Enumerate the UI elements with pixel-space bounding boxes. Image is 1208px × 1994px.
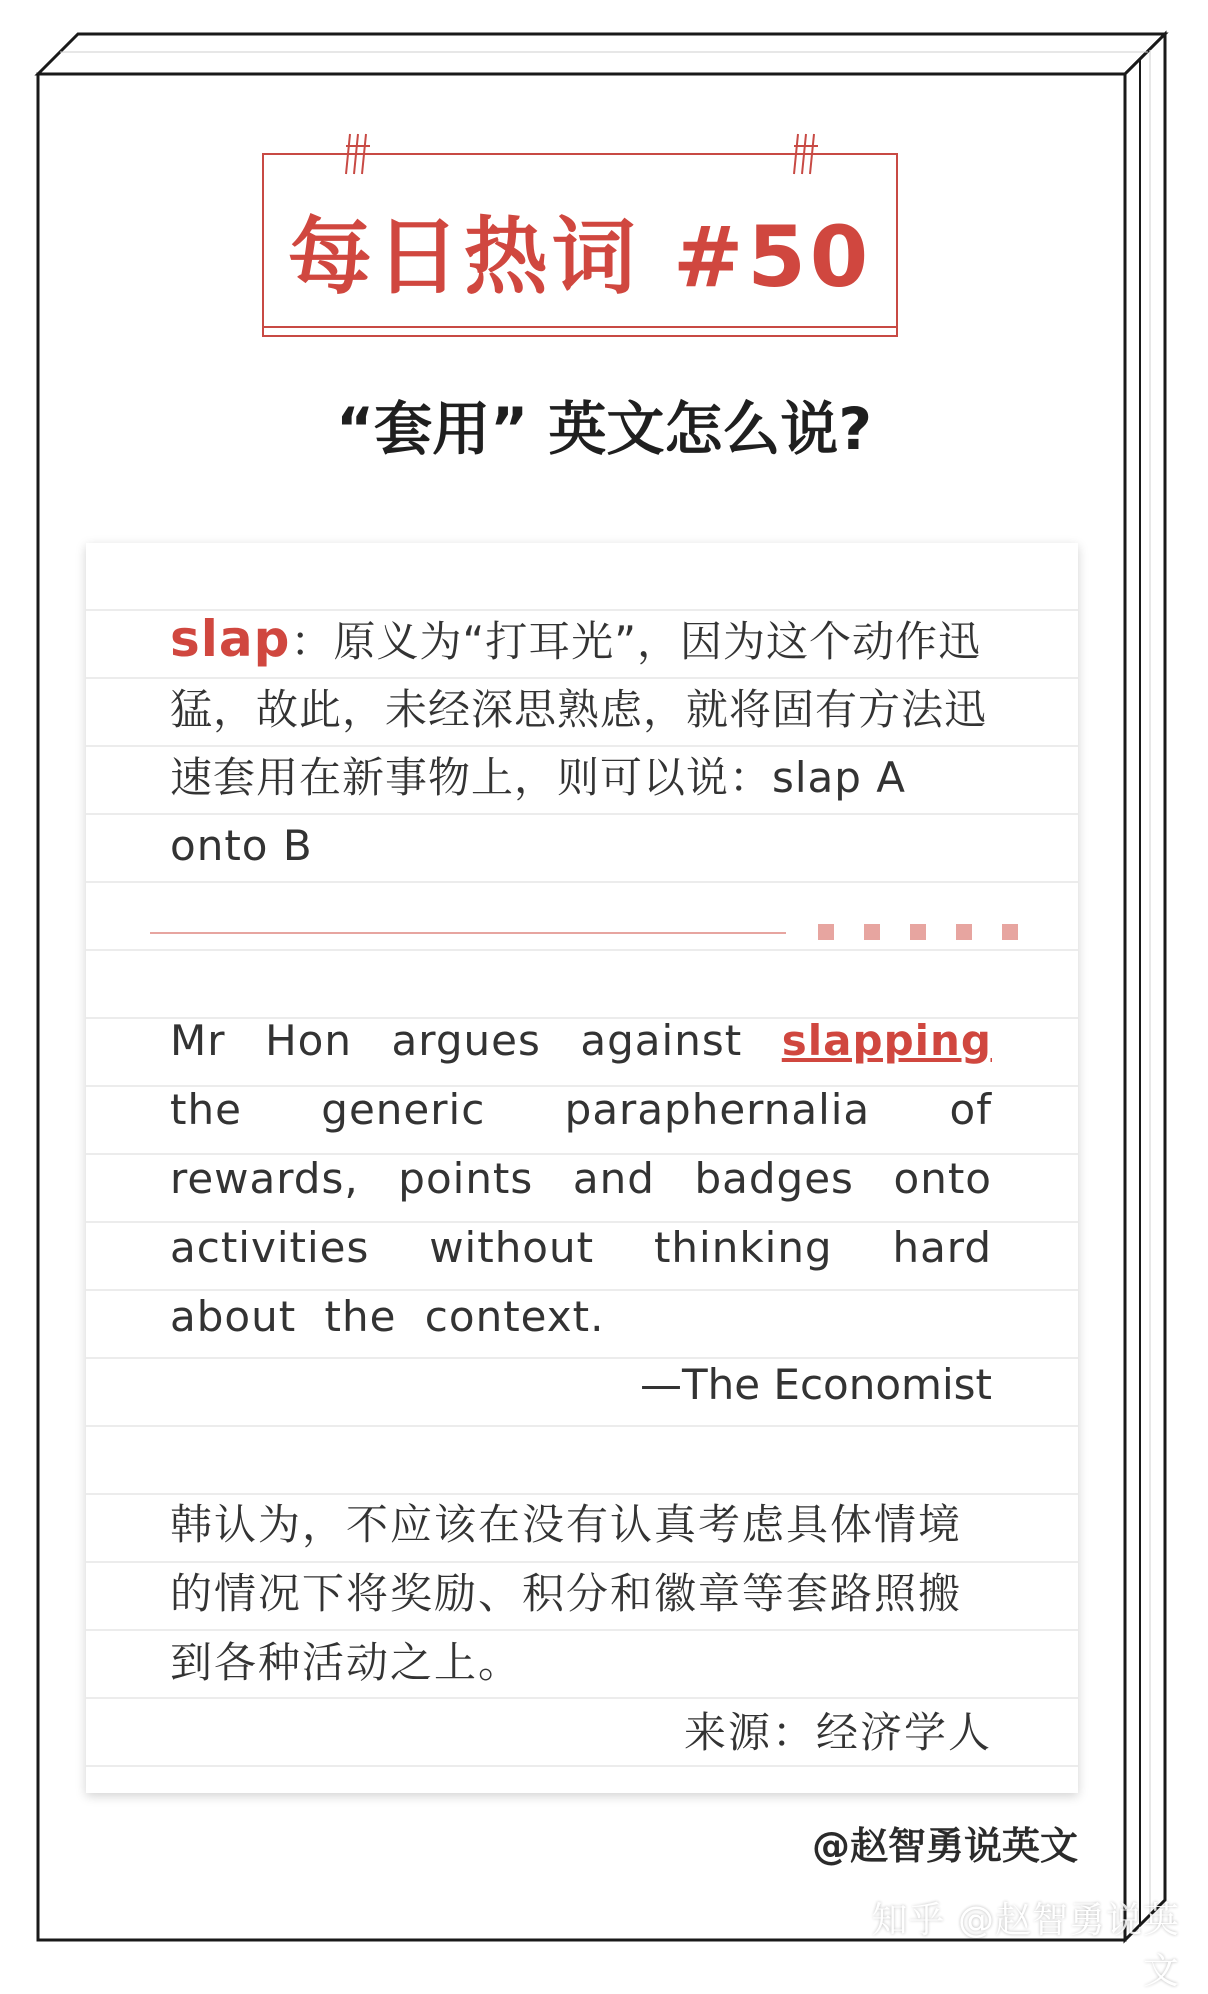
translation-source: 来源：经济学人 — [683, 1708, 992, 1757]
keyword: slap — [170, 610, 291, 668]
divider-dot — [910, 924, 926, 940]
page-subtitle: “套用” 英文怎么说? — [335, 395, 873, 463]
example-text-after: the generic paraphernalia of rewards, points and badges onto activities without thinking hard about the context. — [170, 1085, 992, 1341]
watermark: 知乎 @赵智勇说英文 — [871, 1900, 1180, 1992]
divider-dot — [1002, 924, 1018, 940]
example-highlight: slapping — [781, 1016, 992, 1065]
example-sentence — [170, 1006, 992, 1351]
example-source: —The Economist — [639, 1360, 992, 1409]
badge-underline — [262, 326, 898, 328]
translation-paragraph: 韩认为，不应该在没有认真考虑具体情境的情况下将奖励、积分和徽章等套路照搬到各种活动之上。 — [170, 1500, 963, 1687]
example-text-before: Mr Hon argues against — [170, 1016, 782, 1065]
binder-clip-icon — [342, 132, 376, 178]
divider-dot — [956, 924, 972, 940]
divider-dot — [864, 924, 880, 940]
page-title: 每日热词 #50 — [287, 208, 873, 306]
author-handle: @赵智勇说英文 — [811, 1824, 1078, 1868]
definition-paragraph — [170, 605, 992, 880]
binder-clip-icon — [790, 132, 824, 178]
definition-text: ：原义为“打耳光”，因为这个动作迅猛，故此，未经深思熟虑，就将固有方法迅速套用在新事物上，则可以说：slap A onto B — [170, 617, 988, 870]
divider-dot — [818, 924, 834, 940]
section-divider — [150, 932, 786, 934]
